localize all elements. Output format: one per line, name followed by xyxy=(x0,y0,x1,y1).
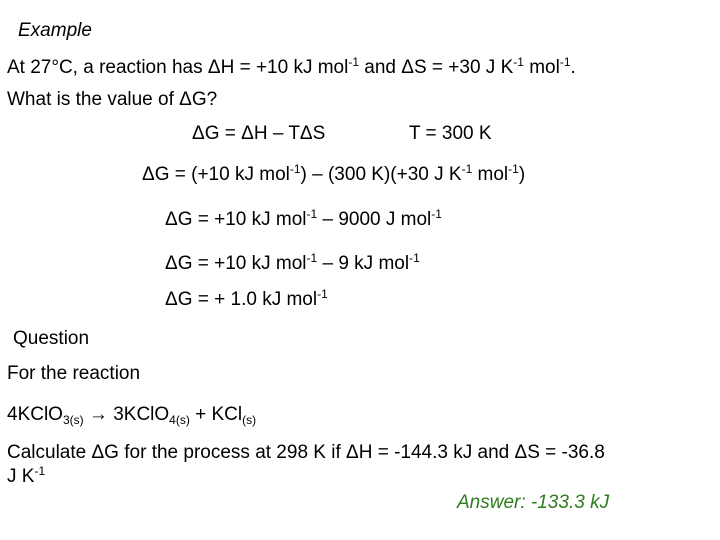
temperature-value: T = 300 K xyxy=(409,123,492,144)
solution-step-3: ΔG = +10 kJ mol$^{-1}$ – 9 kJ mol$^{-1}$ xyxy=(165,251,420,274)
question-intro: For the reaction xyxy=(7,363,141,384)
gibbs-formula: ΔG = ΔH – TΔS xyxy=(192,123,326,144)
example-heading: Example xyxy=(18,20,92,41)
solution-step-4: ΔG = + 1.0 kJ mol$^{-1}$ xyxy=(165,287,328,310)
solution-step-1: ΔG = (+10 kJ mol$^{-1}$) – (300 K)(+30 J $K^{-1}$ mol$^{-1}$) xyxy=(142,162,526,185)
question-prompt-line-1: Calculate ΔG for the process at 298 K if ΔH = -144.3 kJ and ΔS = -36.8 xyxy=(7,442,605,463)
answer-text: Answer: -133.3 kJ xyxy=(457,492,610,513)
example-problem-line-2: What is the value of ΔG? xyxy=(7,89,218,110)
example-problem-line-1: At 27°C, a reaction has ΔH = +10 kJ mol$^{-1}$ and ΔS = +30 J $K^{-1}$ mol$^{-1}$. xyxy=(7,55,576,78)
reaction-equation: 4KClO$_{3(s)}$ → 3KClO$_{4(s)}$ + KCl$_{(s)}$ xyxy=(7,404,257,427)
solution-step-2: ΔG = +10 kJ mol$^{-1}$ – 9000 J mol$^{-1}$ xyxy=(165,207,442,230)
reaction-arrow-icon: → xyxy=(88,404,108,425)
question-heading: Question xyxy=(13,328,90,349)
question-prompt-line-2: J $K^{-1}$ xyxy=(7,464,46,487)
